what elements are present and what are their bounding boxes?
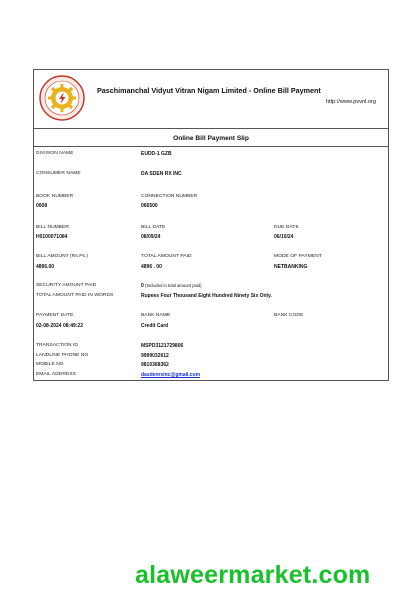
- consumer-value: DA SDEN RX INC: [141, 171, 182, 177]
- amount-in-words-value: Rupees Four Thousand Eight Hundred Ninety Six Only.: [141, 293, 272, 299]
- division-label: DIVISION NAME: [36, 151, 74, 156]
- landline-label: LANDLINE PHONE NO: [36, 353, 89, 358]
- watermark-text: alaweermarket.com: [135, 561, 371, 589]
- bill-number-label: BILL NUMBER: [36, 225, 69, 230]
- payment-mode-value: NETBANKING: [274, 264, 308, 270]
- book-number-label: BOOK NUMBER: [36, 194, 74, 199]
- total-amount-paid-value: 4896 . 00: [141, 264, 162, 270]
- bill-amount-label: BILL AMOUNT (Rs.Ps.): [36, 254, 89, 259]
- book-number-value: 0008: [36, 203, 48, 209]
- security-amount: 0: [141, 283, 144, 289]
- payment-date-label: PAYMENT DATE: [36, 313, 74, 318]
- bill-date-value: 08/09/24: [141, 234, 161, 240]
- mobile-value: 9810368362: [141, 362, 169, 368]
- division-value: EUDD-1 GZB: [141, 151, 172, 157]
- bank-name-label: BANK NAME: [141, 313, 171, 318]
- security-amount-value: [141, 283, 202, 289]
- connection-number-value: 066500: [141, 203, 158, 209]
- due-date-label: DUE DATE: [274, 225, 299, 230]
- landline-value: 9999032612: [141, 353, 169, 359]
- payment-date-value: 02-08-2024 08:49:22: [36, 323, 83, 329]
- connection-number-label: CONNECTION NUMBER: [141, 194, 198, 199]
- pvvnl-logo-icon: [39, 75, 85, 121]
- total-amount-paid-label: TOTAL AMOUNT PAID: [141, 254, 192, 259]
- transaction-id-label: TRANSACTION ID: [36, 343, 79, 348]
- mobile-label: MOBILE NO: [36, 362, 64, 367]
- transaction-id-value: MSPD3121729806: [141, 343, 184, 349]
- due-date-value: 06/10/24: [274, 234, 294, 240]
- security-note: (Included in total amount paid): [145, 283, 202, 288]
- bill-payment-slip: [33, 69, 389, 381]
- bill-date-label: BILL DATE: [141, 225, 166, 230]
- email-label: EMAIL ADDRESS: [36, 372, 76, 377]
- slip-title: Online Bill Payment Slip: [173, 135, 249, 142]
- bank-code-label: BANK CODE: [274, 313, 304, 318]
- amount-in-words-label: TOTAL AMOUNT PAID IN WORDS: [36, 293, 114, 298]
- consumer-label: CONSUMER NAME: [36, 171, 81, 176]
- bill-amount-value: 4896.00: [36, 264, 55, 270]
- bank-name-value: Credit Card: [141, 323, 169, 329]
- organization-name: Paschimanchal Vidyut Vitran Nigam Limited - Online Bill Payment: [97, 86, 321, 95]
- email-link[interactable]: dasdenrxinc@gmail.com: [141, 372, 201, 378]
- payment-mode-label: MODE OF PAYMENT: [274, 254, 322, 259]
- slip-header: [34, 70, 388, 129]
- title-divider: [34, 146, 388, 147]
- organization-url[interactable]: http://www.pvvnl.org: [325, 99, 376, 105]
- security-amount-label: SECURITY AMOUNT PAID: [36, 283, 97, 288]
- bill-number-value: H0100071084: [36, 234, 68, 240]
